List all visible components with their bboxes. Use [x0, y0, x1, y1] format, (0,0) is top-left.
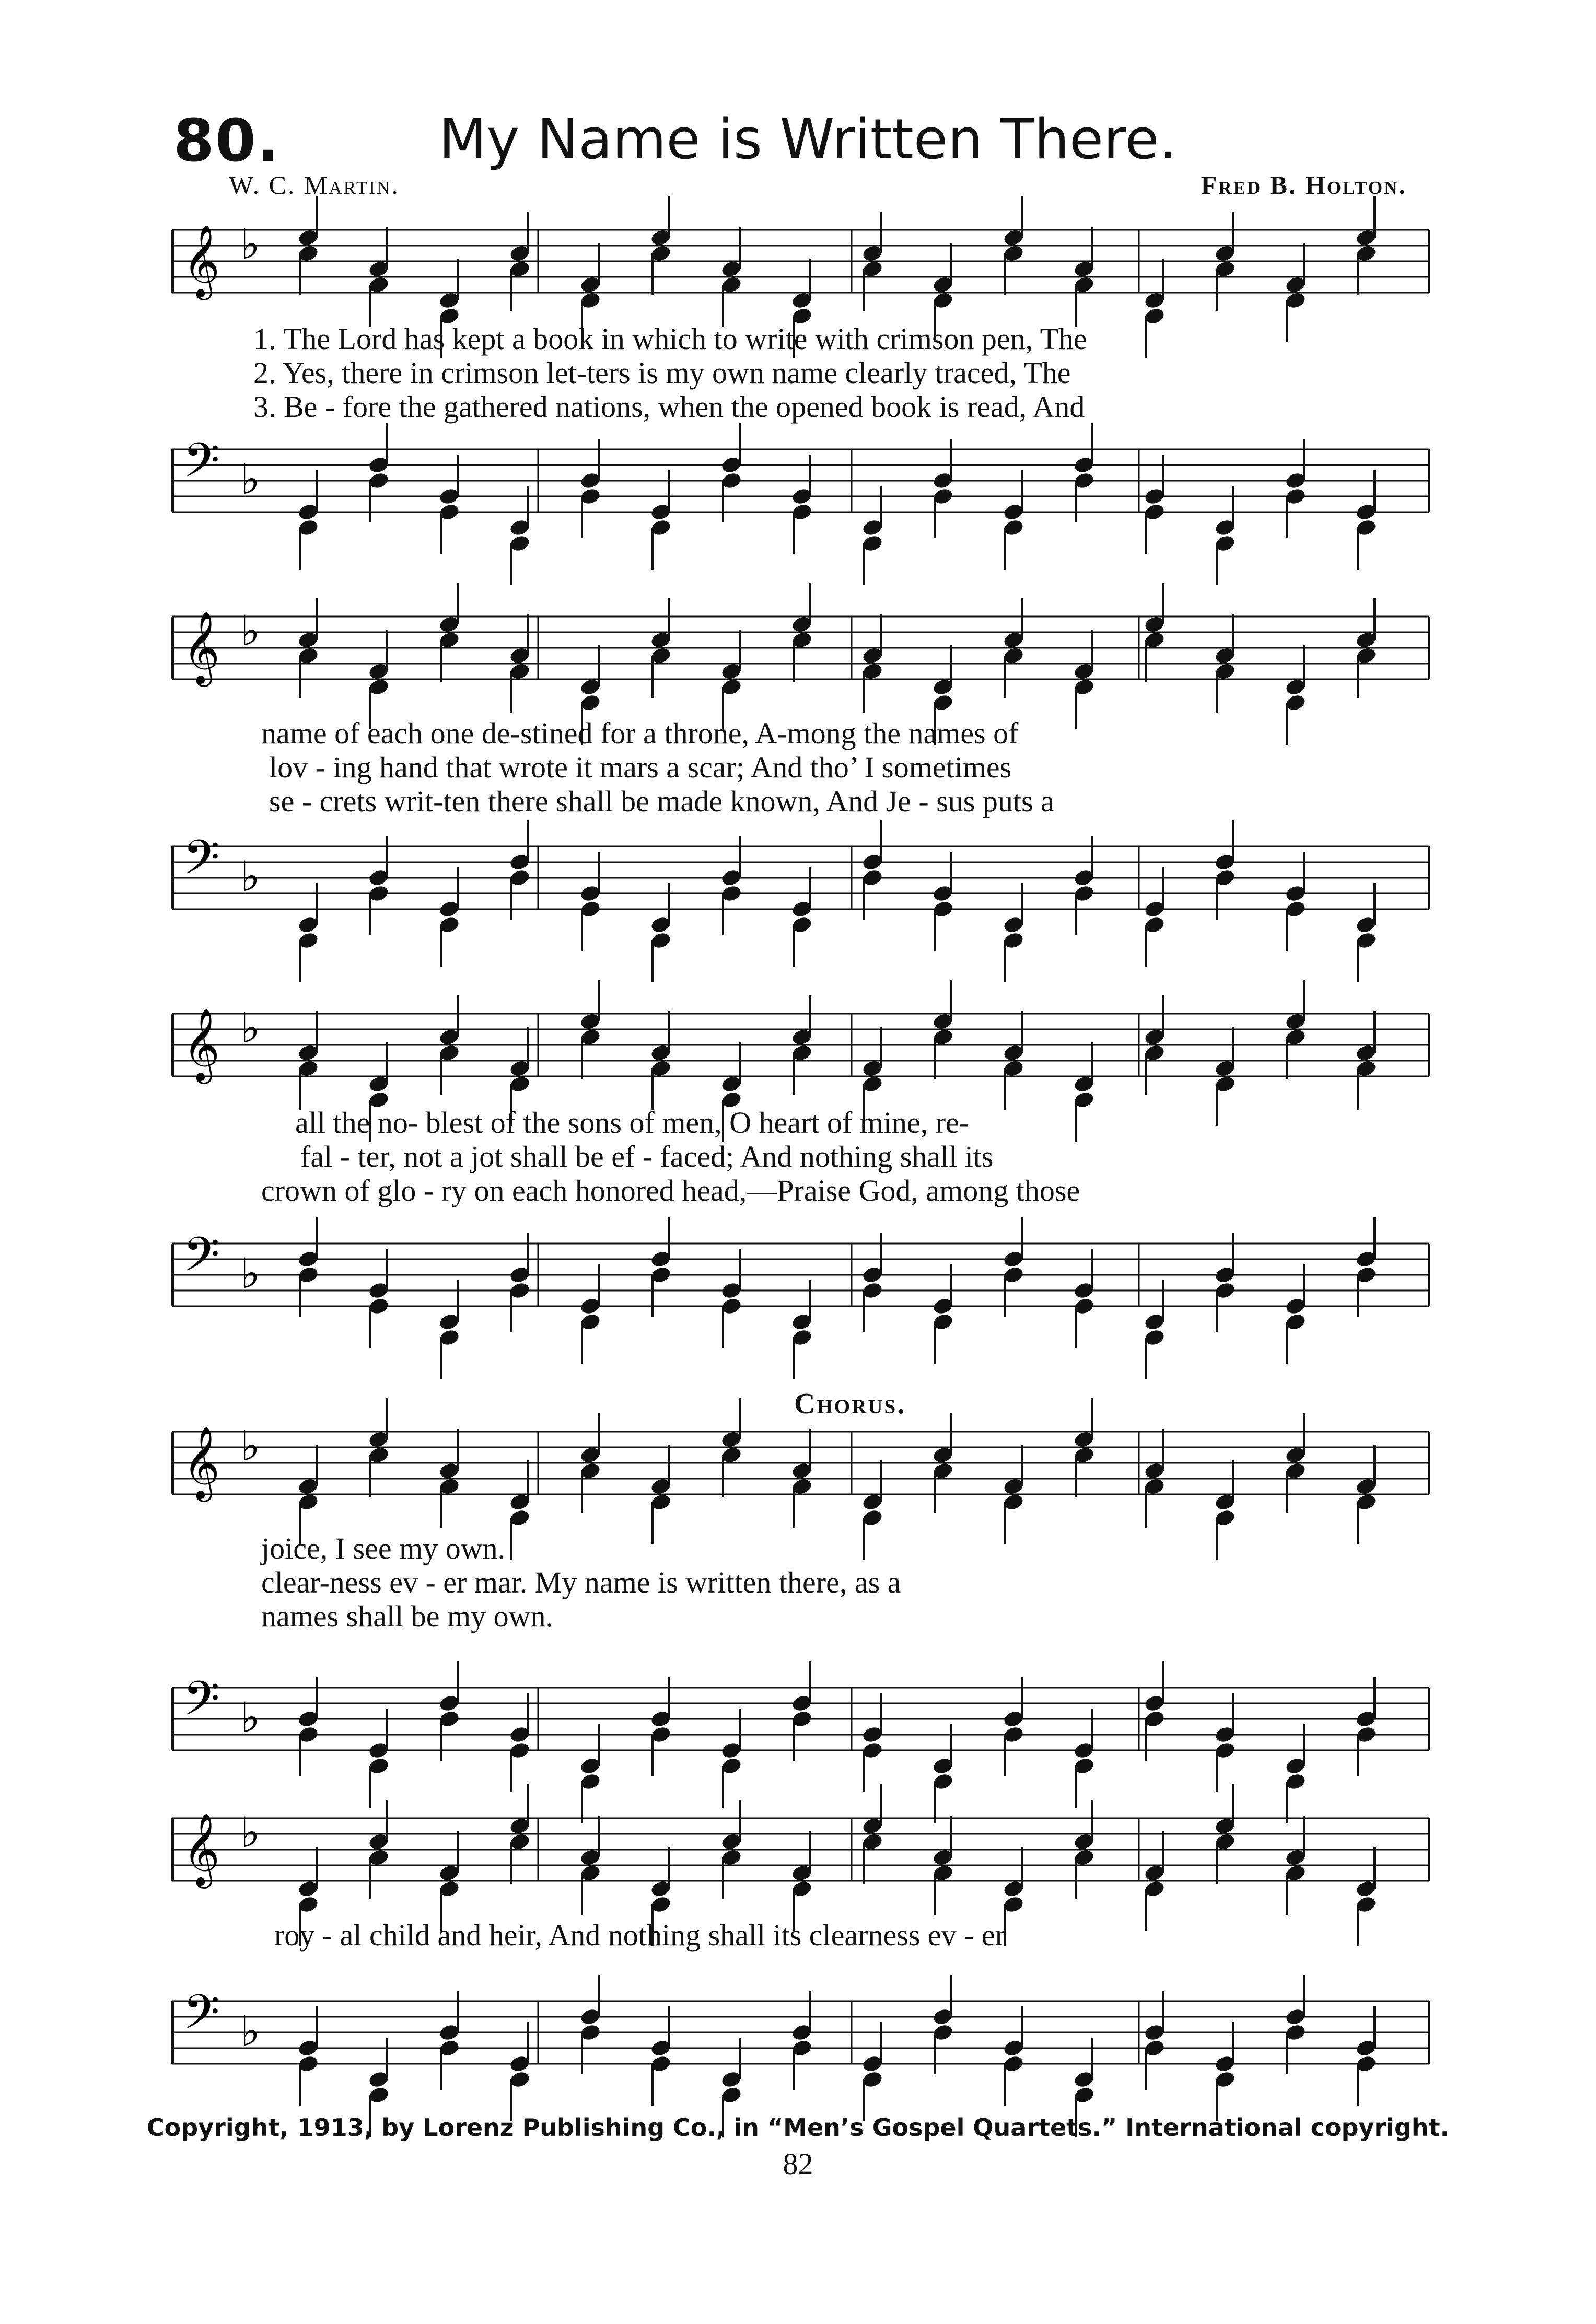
lyric-line: fal - ter, not a jot shall be ef - faced; And nothing shall its [300, 1140, 994, 1173]
hymn-number: 80. [173, 107, 281, 175]
copyright-notice: Copyright, 1913, by Lorenz Publishing Co., in “Men’s Gospel Quartets.” International copyright. [146, 2113, 1450, 2142]
flat-icon: ♭ [240, 1693, 260, 1742]
hymn-title: My Name is Written There. [439, 107, 1177, 171]
composer-credit: Fred B. Holton. [1201, 170, 1407, 200]
flat-icon: ♭ [240, 852, 260, 901]
bass-staff [172, 1980, 1429, 2085]
flat-icon: ♭ [240, 1422, 260, 1470]
lyric-line: names shall be my own. [261, 1599, 553, 1633]
lyric-line: crown of glo - ry on each honored head,—Praise God, among those [261, 1173, 1080, 1207]
tenor-clef-icon: 𝄞 [183, 1426, 220, 1499]
bass-clef-icon: 𝄢 [183, 433, 220, 499]
lyric-line: clear-ness ev - er mar. My name is written there, as a [261, 1565, 901, 1599]
music-system-1 [172, 209, 1429, 533]
tenor-clef-icon: 𝄞 [183, 611, 220, 684]
music-system-2 [172, 596, 1429, 920]
lyric-line: all the no- blest of the sons of men, O heart of mine, re- [295, 1106, 970, 1140]
tenor-clef-icon: 𝄞 [183, 1813, 220, 1886]
bass-staff [172, 428, 1429, 533]
lyric-line: se - crets writ-ten there shall be made known, And Je - sus puts a [269, 784, 1054, 818]
flat-icon: ♭ [240, 455, 260, 504]
music-system-3 [172, 993, 1429, 1317]
lyric-line: 1. The Lord has kept a book in which to write with crimson pen, The [253, 322, 1087, 356]
bass-staff [172, 1667, 1429, 1771]
music-system-5 [172, 1797, 1429, 2111]
flat-icon: ♭ [240, 1004, 260, 1052]
flat-icon: ♭ [240, 607, 260, 655]
tenor-clef-icon: 𝄞 [183, 1008, 220, 1081]
lyric-line: lov - ing hand that wrote it mars a scar; And tho’ I sometimes [269, 750, 1012, 784]
flat-icon: ♭ [240, 1249, 260, 1298]
bass-staff [172, 1223, 1429, 1327]
treble-staff [172, 596, 1429, 700]
tenor-clef-icon: 𝄞 [183, 225, 220, 297]
treble-staff [172, 993, 1429, 1097]
treble-staff [172, 1797, 1429, 1902]
bass-clef-icon: 𝄢 [183, 830, 220, 897]
music-system-4 [172, 1411, 1429, 1742]
lyric-line: 2. Yes, there in crimson let-ters is my own name clearly traced, The [253, 356, 1071, 390]
chorus-label: Chorus. [794, 1388, 906, 1420]
bass-clef-icon: 𝄢 [183, 1984, 220, 2051]
lyric-line: roy - al child and heir, And nothing shall its clearness ev - er [274, 1918, 1005, 1952]
bass-clef-icon: 𝄢 [183, 1227, 220, 1294]
page-number: 82 [783, 2147, 813, 2181]
lyricist-credit: W. C. Martin. [229, 170, 400, 200]
lyric-line: joice, I see my own. [261, 1531, 506, 1565]
treble-staff [172, 209, 1429, 313]
lyric-line: 3. Be - fore the gathered nations, when the opened book is read, And [253, 390, 1085, 424]
treble-staff [172, 1411, 1429, 1515]
flat-icon: ♭ [240, 1808, 260, 1857]
flat-icon: ♭ [240, 220, 260, 269]
flat-icon: ♭ [240, 2007, 260, 2055]
lyric-line: name of each one de-stined for a throne, A-mong the names of [261, 716, 1019, 750]
bass-clef-icon: 𝄢 [183, 1671, 220, 1738]
bass-staff [172, 826, 1429, 930]
